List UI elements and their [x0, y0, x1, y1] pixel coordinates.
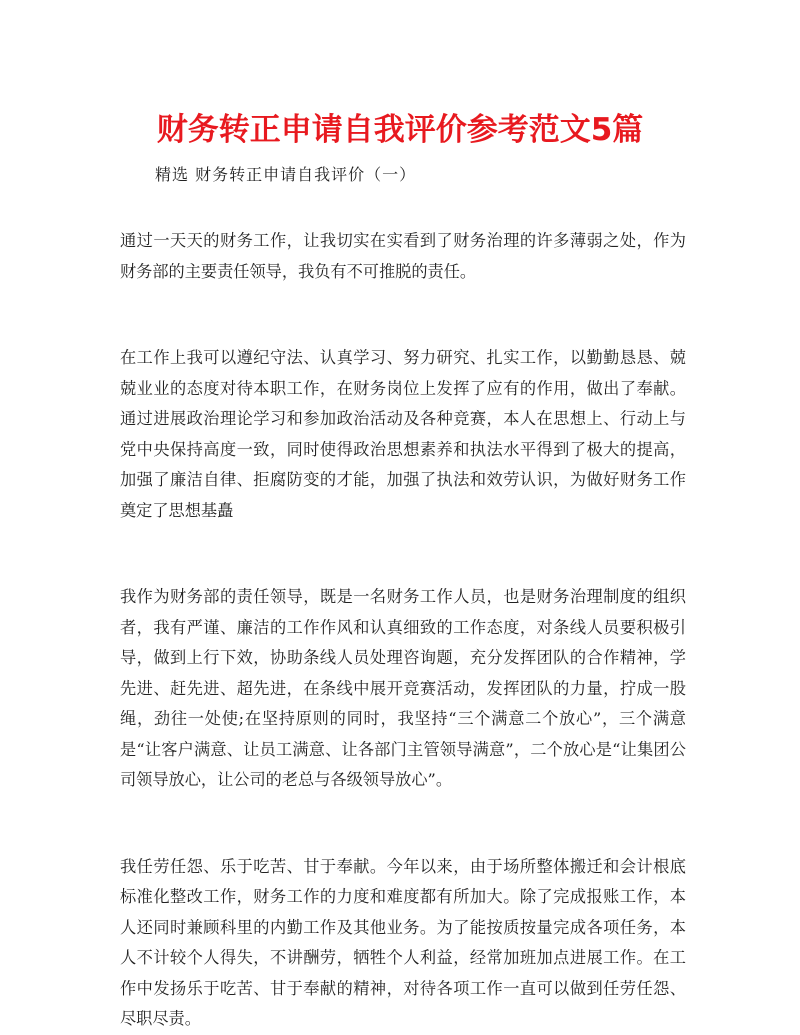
section-subtitle: 精选 财务转正申请自我评价（一）: [155, 165, 417, 184]
paragraph-2: 在工作上我可以遵纪守法、认真学习、努力研究、扎实工作，以勤勤恳恳、兢兢业业的态度对待本职工作，在财务岗位上发挥了应有的作用，做出了奉献。通过进展政治理论学习和参加政治活动及各种竞赛，本人在思想上、行动上与党中央保持高度一致，同时使得政治思想素养和执法水平得到了极大的提高，加强了廉洁自律、拒腐防变的才能，加强了执法和效劳认识，为做好财务工作奠定了思想基矗: [120, 348, 686, 520]
paragraph-1: 通过一天天的财务工作，让我切实在实看到了财务治理的许多薄弱之处，作为财务部的主要责任领导，我负有不可推脱的责任。: [120, 231, 686, 281]
paragraph-4: 我任劳任怨、乐于吃苦、甘于奉献。今年以来，由于场所整体搬迁和会计根底标准化整改工作，财务工作的力度和难度都有所加大。除了完成报账工作，本人还同时兼顾科里的内勤工作及其他业务。为了能按质按量完成各项任务，本人不计较个人得失，不讲酬劳，牺牲个人利益，经常加班加点进展工作。在工作中发扬乐于吃苦、甘于奉献的精神，对待各项工作一直可以做到任劳任怨、尽职尽责。: [120, 856, 686, 1028]
page-title: 财务转正申请自我评价参考范文5篇: [156, 112, 644, 148]
document-body: [120, 226, 686, 1035]
paragraph-3: 我作为财务部的责任领导，既是一名财务工作人员，也是财务治理制度的组织者，我有严谨、廉洁的工作作风和认真细致的工作态度，对条线人员要积极引导，做到上行下效，协助条线人员处理咨询题，充分发挥团队的合作精神，学先进、赶先进、超先进，在条线中展开竞赛活动，发挥团队的力量，拧成一股绳，劲往一处使;在坚持原则的同时，我坚持“三个满意二个放心”，三个满意是“让客户满意、让员工满意、让各部门主管领导满意”，二个放心是“让集团公司领导放心，让公司的老总与各级领导放心”。: [120, 587, 686, 789]
